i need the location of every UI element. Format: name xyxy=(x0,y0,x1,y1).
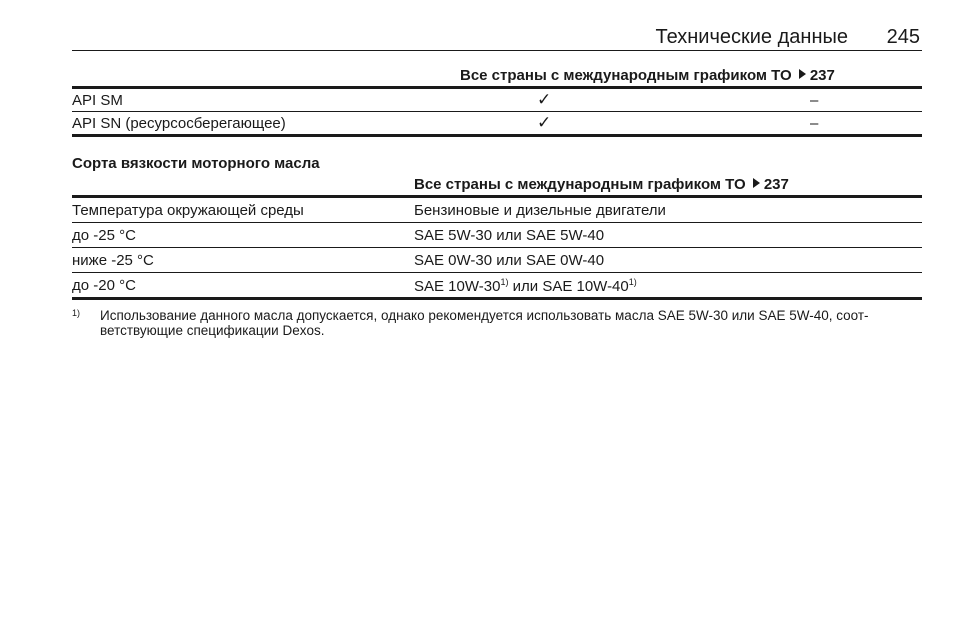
table-row xyxy=(72,223,922,248)
page-reference-link[interactable]: 237 xyxy=(809,67,835,84)
spec-cell: API SN (ресурсосберегающее) xyxy=(72,115,286,132)
page-header xyxy=(72,26,922,51)
footnote xyxy=(72,308,922,338)
dash-cell: – xyxy=(810,92,819,109)
temperature-cell: ниже -25 °C xyxy=(72,252,154,269)
temperature-cell: до -25 °C xyxy=(72,227,136,244)
table-row xyxy=(72,112,922,137)
spec-cell: API SM xyxy=(72,92,123,109)
grade-cell: SAE 10W-30$^{1)}$ или SAE 10W-40$^{1)}$ xyxy=(414,277,637,295)
footnote-mark: 1) xyxy=(72,308,81,318)
page-number: 245 xyxy=(886,26,920,48)
check-mark-icon: ✓ xyxy=(537,113,552,132)
dash-cell: – xyxy=(810,115,819,132)
engines-header: Бензиновые и дизельные двигатели xyxy=(414,202,666,219)
footnote-ref[interactable]: 1) xyxy=(500,277,509,287)
column-header-international: Все страны с международным графиком ТО 237 xyxy=(414,176,789,193)
table-row xyxy=(72,248,922,273)
grade-cell: SAE 0W-30 или SAE 0W-40 xyxy=(414,252,605,269)
grade-cell: SAE 5W-30 или SAE 5W-40 xyxy=(414,227,605,244)
column-header-international: Все страны с международным графиком ТО 237 xyxy=(460,67,835,84)
table-subheader-row xyxy=(72,198,922,223)
viscosity-table xyxy=(72,175,922,300)
section-title: Сорта вязкости моторного масла xyxy=(72,155,320,172)
table-row xyxy=(72,89,922,112)
table-row xyxy=(72,273,922,300)
temperature-cell: до -20 °C xyxy=(72,277,136,294)
oil-spec-table-header xyxy=(72,66,922,89)
temperature-header: Температура окружающей среды xyxy=(72,202,304,219)
footnote-ref[interactable]: 1) xyxy=(628,277,637,287)
viscosity-table-header xyxy=(72,175,922,198)
page-title: Технические данные xyxy=(655,26,848,48)
oil-spec-table xyxy=(72,66,922,137)
page-reference-link[interactable]: 237 xyxy=(763,176,789,193)
check-mark-icon: ✓ xyxy=(537,90,552,109)
arrow-icon xyxy=(799,69,806,79)
footnote-text: Использование данного масла допускается, однако рекомендуется использовать масла SAE 5W-30 или SAE 5W-40, соот- ветствующие спецификации Dexos. xyxy=(100,308,869,338)
arrow-icon xyxy=(753,178,760,188)
